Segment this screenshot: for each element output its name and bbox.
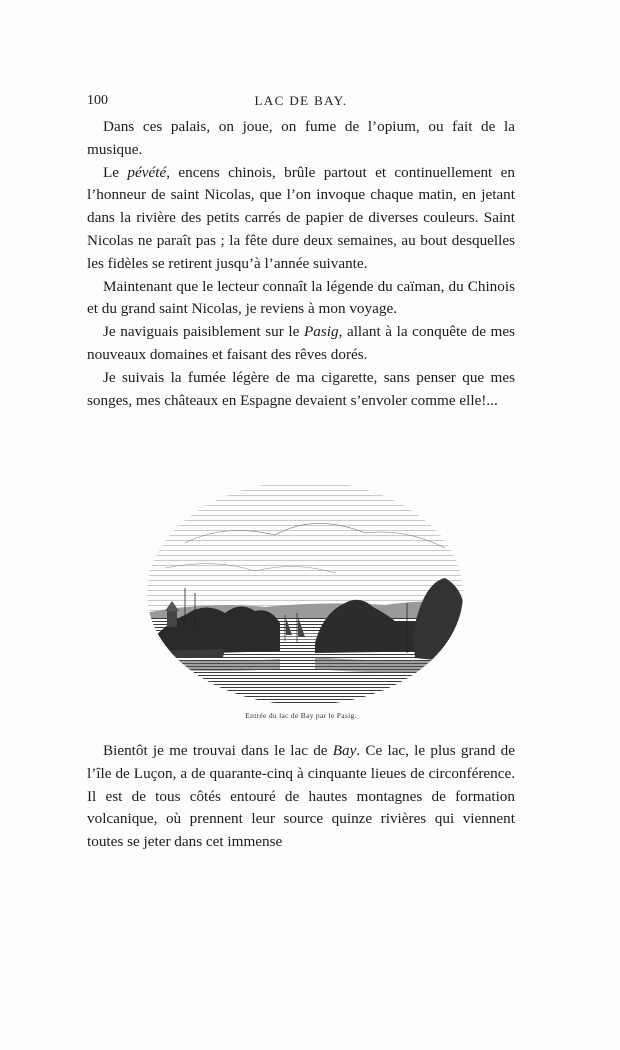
paragraph — [87, 116, 515, 162]
page-header — [87, 93, 515, 113]
text-run: Bientôt je me trouvai dans le lac de — [103, 742, 333, 759]
italic-term: pévété — [127, 163, 167, 181]
text-run: . Ce lac, le plus grand de l’île de Luçon, a de quarante-cinq à cinquante lieues de circonférence. Il est de tous côtés entouré de hautes montagnes de formation volcanique, où prennent leur source quinze rivières qui viennent toutes se jeter dans cet immense — [87, 742, 516, 851]
text-run: Maintenant que le lecteur connaît la légende du caïman, du Chinois et du grand saint Nicolas, je reviens à mon voyage. — [87, 277, 515, 318]
text-run: , allant à la conquête de mes nouveaux domaines et faisant des rêves dorés. — [87, 323, 515, 363]
italic-term: Pasig — [303, 323, 339, 341]
illustration-caption: Entrée du lac de Bay par le Pasig. — [245, 711, 357, 720]
body-text-top — [87, 116, 515, 412]
body-text-bottom — [87, 740, 515, 854]
paragraph — [87, 367, 515, 413]
running-title: LAC DE BAY. — [254, 93, 348, 108]
page-number: 100 — [87, 93, 108, 108]
text-run: Je naviguais paisiblement sur le — [103, 323, 304, 341]
paragraph — [87, 321, 515, 367]
engraving-illustration — [145, 473, 465, 703]
paragraph — [87, 276, 515, 322]
text-run: Dans ces palais, on joue, on fume de l’opium, ou fait de la musique. — [87, 118, 515, 158]
paragraph — [87, 740, 515, 854]
text-run: Le — [103, 163, 128, 181]
italic-term: Bay — [332, 742, 357, 759]
text-run: Je suivais la fumée légère de ma cigarette, sans penser que mes songes, mes châteaux en Espagne devaient s’envoler comme elle!... — [87, 368, 515, 409]
paragraph — [87, 162, 515, 276]
text-run: , encens chinois, brûle partout et continuellement en l’honneur de saint Nicolas, que l’on invoque chaque matin, en jetant dans la rivière des petits carrés de papier de diverses couleurs. Saint Nicolas ne paraît pas ; la fête dure deux semaines, au bout desquelles les fidèles se retirent jusqu’à l’année suivante. — [87, 163, 515, 272]
